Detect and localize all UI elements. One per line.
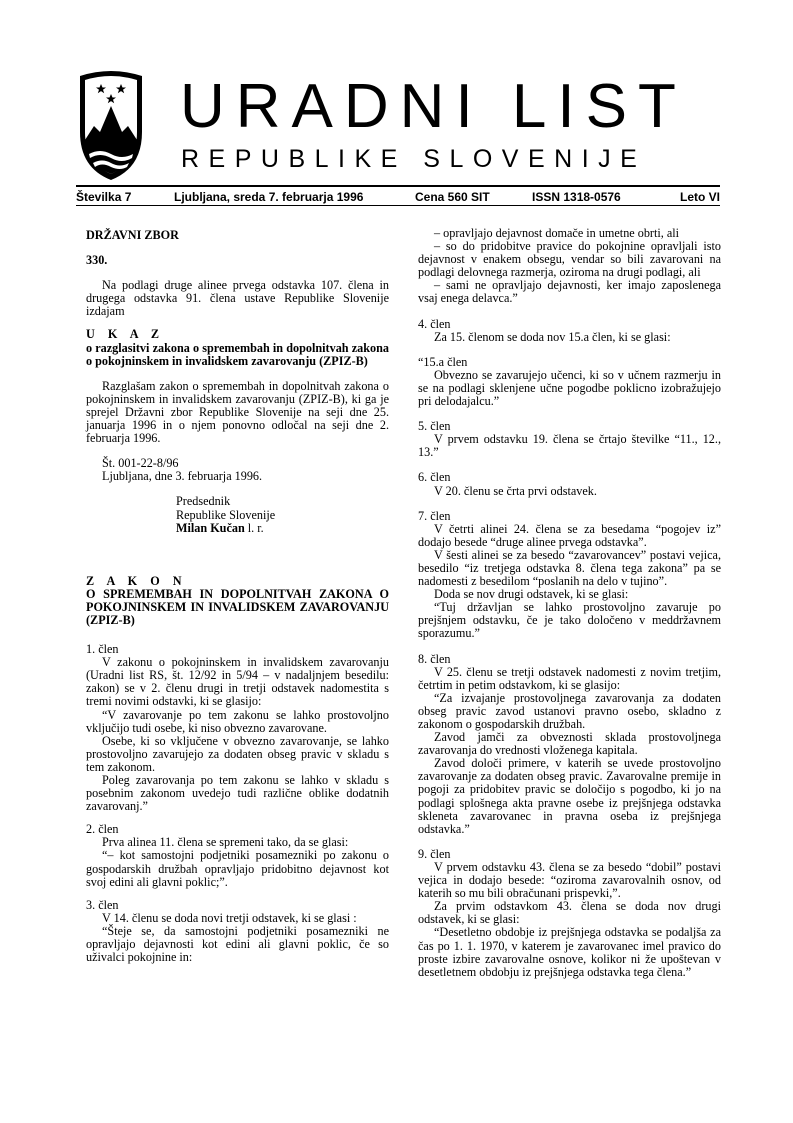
- article-6-paragraph: V 20. členu se črta prvi odstavek.: [434, 483, 597, 498]
- signature-organization: Republike Slovenije: [176, 507, 276, 522]
- law-title: O SPREMEMBAH IN DOPOLNITVAH ZAKONA O POKOJNINSKEM IN INVALIDSKEM ZAVAROVANJU (ZPIZ-B): [86, 586, 389, 627]
- article-2-heading: 2. člen: [86, 822, 119, 837]
- article-9-heading: 9. člen: [418, 846, 451, 861]
- article-8-heading: 8. člen: [418, 651, 451, 666]
- article-9-paragraph: Za prvim odstavkom 43. člena se doda nov drugi odstavek, ki se glasi:: [418, 899, 721, 927]
- article-1-heading: 1. člen: [86, 642, 119, 657]
- article-5-paragraph: V prvem odstavku 19. člena se črtajo številke “11., 12., 13.”: [418, 432, 721, 460]
- decree-heading: U K A Z: [86, 327, 165, 342]
- section-heading: DRŽAVNI ZBOR: [86, 228, 179, 242]
- article-7-heading: 7. člen: [418, 508, 451, 523]
- header-rule-bottom: [76, 205, 720, 206]
- article-7-paragraph: “Tuj državljan se lahko prostovoljno zavaruje po prejšnjem odstavku, če je tako določeno v meddržavnem sporazumu.”: [418, 600, 721, 641]
- masthead: [76, 70, 720, 180]
- issue-info-bar: [76, 189, 720, 205]
- article-1-paragraph: V zakonu o pokojninskem in invalidskem zavarovanju (Uradni list RS, št. 12/92 in 5/94 – v nadaljnjem besedilu: zakon) se v 2. členu drugi in tretji odstavek nadomestita s tremi novimi odstavki, ki se glasijo:: [86, 655, 389, 709]
- publication-subtitle: REPUBLIKE SLOVENIJE: [181, 145, 647, 173]
- article-7-paragraph: V šesti alinei se za besedo “zavarovancev” postavi vejica, besedilo “iz tretjega odstavka 8. člena tega zakona” pa se nadomesti z besedilom “poslanih na delo v tujino”.: [418, 547, 721, 589]
- article-3-continuation: – opravljajo dejavnost domače in umetne obrti, ali: [434, 226, 680, 240]
- decree-intro: Na podlagi druge alinee prvega odstavka 107. člena in drugega odstavka 91. člena ustave Republike Slovenije izdajam: [86, 278, 389, 319]
- article-7-paragraph: Doda se nov drugi odstavek, ki se glasi:: [434, 587, 629, 602]
- article-3-continuation: – so do pridobitve pravice do pokojnine opravljali isto dejavnost v enakem obsegu, vendar so bili zavarovani na podlagi delovnega razmerja, oziroma na drugi podlagi, ali: [418, 239, 721, 280]
- issue-date: Ljubljana, sreda 7. februarja 1996: [174, 190, 364, 204]
- right-column: [418, 227, 721, 979]
- coat-of-arms-icon: [76, 70, 146, 182]
- article-4-paragraph: Obvezno se zavarujejo učenci, ki so v učnem razmerju in se na podlagi sklenjene učne pogodbe poklicno izobražujejo pri delodajalcu.”: [418, 367, 721, 409]
- decree-place-date: Ljubljana, dne 3. februarja 1996.: [102, 469, 263, 484]
- article-8-paragraph: V 25. členu se tretji odstavek nadomesti z novim tretjim, četrtim in petim odstavkom, ki se glasijo:: [418, 664, 721, 692]
- article-5-heading: 5. člen: [418, 419, 451, 434]
- article-9-paragraph: V prvem odstavku 43. člena se za besedo “dobil” postavi vejica in dodajo besede: “oziroma zavarovalnih osnov, od katerih so mu bili obračunani prispevki,”.: [418, 859, 721, 901]
- article-3-paragraph: “Šteje se, da samostojni podjetniki posamezniki ne opravljajo dejavnosti kot edini ali glavni poklic, če so uživalci pokojnine in:: [86, 923, 389, 965]
- article-4-heading: 4. člen: [418, 316, 451, 331]
- article-2-paragraph: “– kot samostojni podjetniki posamezniki po zakonu o gospodarskih družbah opravljajo pridobitno dejavnost kot svoj edini ali glavni poklic;”.: [86, 848, 389, 889]
- article-6-heading: 6. člen: [418, 470, 451, 485]
- article-4-subheading: “15.a člen: [418, 354, 468, 369]
- article-4-paragraph: Za 15. členom se doda nov 15.a člen, ki se glasi:: [434, 329, 671, 344]
- volume-year: Leto VI: [679, 190, 720, 204]
- publication-title: URADNI LIST: [180, 72, 687, 141]
- article-3-heading: 3. člen: [86, 897, 119, 912]
- signature: [86, 522, 389, 535]
- decree-proclamation: Razglašam zakon o spremembah in dopolnitvah zakona o pokojninskem in invalidskem zavarovanju (ZPIZ-B), ki ga je sprejel Državni zbor Republike Slovenije na seji dne 25. januarja 1996 in o njem ponovno odločal na seji dne 2. februarja 1996.: [86, 378, 389, 446]
- issn: ISSN 1318-0576: [532, 190, 621, 204]
- header-rule-top: [76, 185, 720, 187]
- issue-price: Cena 560 SIT: [415, 190, 490, 204]
- article-1-paragraph: Poleg zavarovanja po tem zakonu se lahko v skladu s posebnim zakonom uvedejo tudi različne oblike dodatnih zavarovanj.”: [86, 773, 389, 814]
- article-8-paragraph: Zavod jamči za obveznosti sklada prostovoljnega zavarovanja do vrednosti vloženega kapitala.: [418, 730, 721, 758]
- issue-number: Številka 7: [76, 190, 132, 204]
- signature-role: Predsednik: [176, 494, 231, 509]
- decree-title: o razglasitvi zakona o spremembah in dopolnitvah zakona o pokojninskem in invalidskem zavarovanju (ZPIZ-B): [86, 340, 389, 368]
- article-7-paragraph: V četrti alinei 24. člena se za besedama “pogojev iz” dodajo besede “druge alinee prvega odstavka”.: [418, 521, 721, 549]
- decree-reference: Št. 001-22-8/96: [102, 456, 179, 471]
- article-1-paragraph: “V zavarovanje po tem zakonu se lahko prostovoljno vključijo tudi osebe, ki niso obvezno zavarovane.: [86, 707, 389, 735]
- act-number: 330.: [86, 253, 108, 268]
- article-1-paragraph: Osebe, ki so vključene v obvezno zavarovanje, se lahko prostovoljno zavarujejo za dodaten obseg pravic v skladu s tem zakonom.: [86, 733, 389, 774]
- article-8-paragraph: Zavod določi primere, v katerih se uvede prostovoljno zavarovanje za dodaten obseg pravic. Zavarovalne premije in pogoji za pridobitev pravic se določijo s pogodbo, ki jo na podlagi splošnega akta pravne osebe iz prejšnjega odstavka skleneta zavarovanec in pravna oseba iz prejšnjega odstavka.”: [418, 756, 721, 836]
- signature-suffix: l. r.: [244, 520, 264, 535]
- article-3-continuation: – sami ne opravljajo dejavnosti, ker imajo zaposlenega vsaj enega delavca.”: [418, 278, 721, 306]
- article-3-paragraph: V 14. členu se doda novi tretji odstavek, ki se glasi :: [102, 910, 357, 925]
- article-9-paragraph: “Desetletno obdobje iz prejšnjega odstavka se podaljša za čas po 1. 1. 1970, v katerem je zavarovanec imel pravico do proste izbire zavarovalne osnove, kolikor ni že upoštevan v desetletnem obdobju iz prejšnjega odstavka tega člena.”: [418, 925, 721, 979]
- article-8-paragraph: “Za izvajanje prostovoljnega zavarovanja za dodaten obseg pravic zavod ustanovi pravno osebo, skladno z zakonom o gospodarskih družbah.: [418, 690, 721, 731]
- law-heading: Z A K O N: [86, 573, 187, 588]
- signature-name: Milan Kučan: [176, 520, 245, 535]
- left-column: [86, 229, 389, 964]
- article-2-paragraph: Prva alinea 11. člena se spremeni tako, da se glasi:: [102, 835, 349, 850]
